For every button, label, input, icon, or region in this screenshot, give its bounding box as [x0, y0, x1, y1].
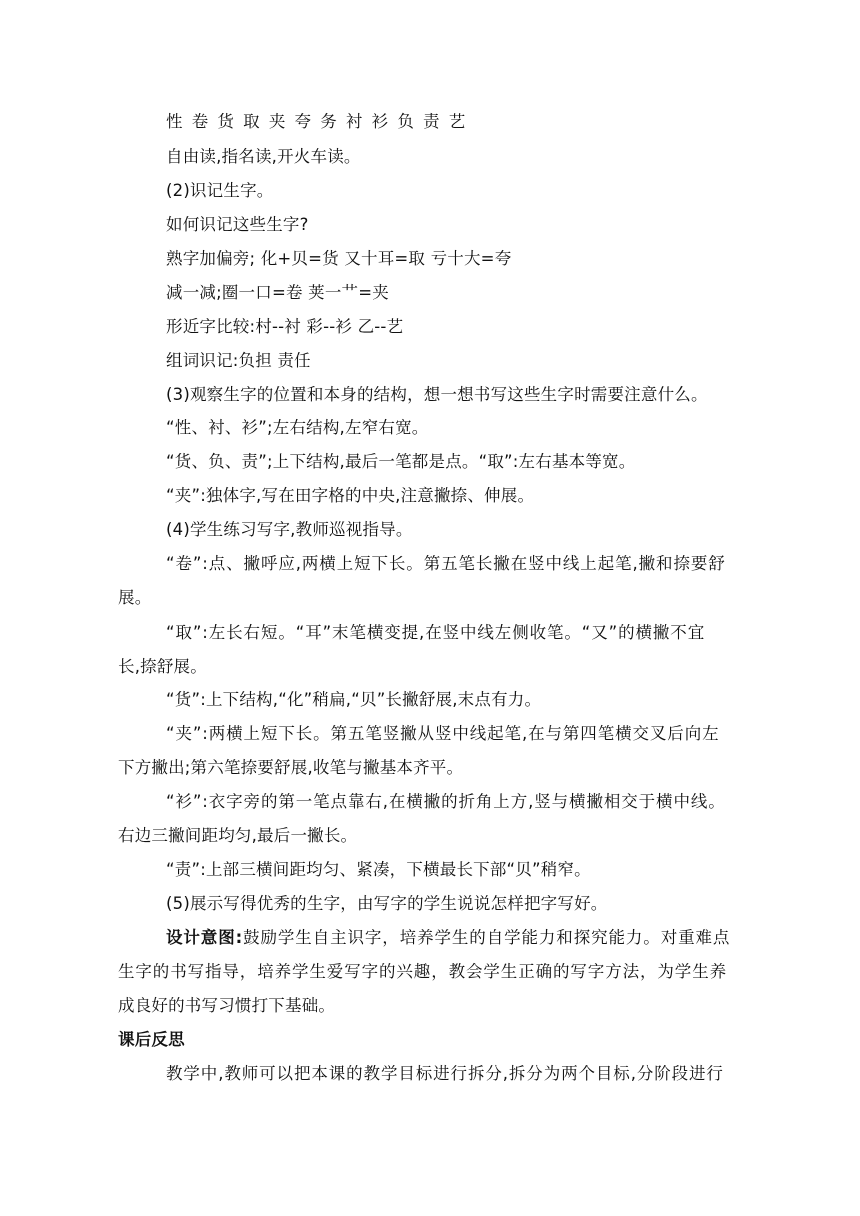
char-item: 夹	[268, 112, 286, 131]
step3-heading: (3)观察生字的位置和本身的结构，想一想书写这些生字时需要注意什么。	[166, 385, 708, 404]
char-item: 衬	[345, 112, 363, 131]
char-item: 责	[423, 112, 440, 131]
guide-shan-line1: “衫”:衣字旁的第一笔点靠右,在横撇的折角上方,竖与横撇相交于横中线。	[166, 792, 726, 811]
step2-question: 如何识记这些生字?	[166, 215, 309, 234]
design-intent-line3: 成良好的书写习惯打下基础。	[118, 996, 336, 1015]
observation-1: “性、衬、衫”;左右结构,左窄右宽。	[166, 418, 429, 437]
observation-3: “夹”:独体字,写在田字格的中央,注意撇捺、伸展。	[166, 486, 535, 505]
char-item: 负	[397, 112, 415, 131]
method-add-radical: 熟字加偏旁; 化+贝=货 又十耳=取 亏十大=夸	[166, 249, 512, 268]
step5-heading: (5)展示写得优秀的生字，由写字的学生说说怎样把字写好。	[166, 894, 608, 913]
char-item: 夸	[294, 112, 312, 131]
guide-qu-line1: “取”:左长右短。“耳”末笔横变提,在竖中线左侧收笔。“又”的横撇不宜	[166, 623, 706, 642]
method-subtract: 减一减;圈一口=卷 荚一艹=夹	[166, 283, 389, 302]
char-item: 货	[217, 112, 235, 131]
new-characters-list	[166, 111, 474, 133]
guide-jia-line1: “夹”:两横上短下长。第五笔竖撇从竖中线起笔,在与第四笔横交叉后向左	[166, 724, 720, 743]
char-item: 取	[243, 112, 260, 131]
guide-ze: “责”:上部三横间距均匀、紧凑，下横最长下部“贝”稍窄。	[166, 860, 591, 879]
design-intent-line2: 生字的书写指导，培养学生爱写字的兴趣，教会学生正确的写字方法，为学生养	[118, 962, 727, 981]
document-page	[118, 0, 738, 1216]
observation-2: “货、负、责”;上下结构,最后一笔都是点。“取”:左右基本等宽。	[166, 452, 636, 471]
method-compare: 形近字比较:村--衬 彩--衫 乙--艺	[166, 317, 404, 336]
step2-heading: (2)识记生字。	[166, 181, 274, 200]
design-intent-line1	[166, 927, 730, 949]
read-method-text: 自由读,指名读,开火车读。	[166, 147, 361, 166]
step4-heading: (4)学生练习写字,教师巡视指导。	[166, 520, 413, 539]
guide-shan-line2: 右边三撇间距均匀,最后一撇长。	[118, 826, 358, 845]
guide-juan-line1: “卷”:点、撇呼应,两横上短下长。第五笔长撇在竖中线上起笔,撇和捺要舒	[166, 554, 726, 573]
guide-huo: “货”:上下结构,“化”稍扁,“贝”长撇舒展,末点有力。	[166, 690, 542, 709]
char-item: 艺	[448, 112, 466, 131]
reflection-line1: 教学中,教师可以把本课的教学目标进行拆分,拆分为两个目标,分阶段进行	[166, 1064, 724, 1083]
guide-juan-line2: 展。	[118, 588, 152, 607]
method-words: 组词识记:负担 责任	[166, 351, 311, 370]
section-heading-reflection: 课后反思	[118, 1030, 185, 1049]
char-item: 卷	[191, 112, 209, 131]
char-item: 务	[320, 112, 337, 131]
char-item: 性	[166, 112, 183, 131]
design-intent-text: 鼓励学生自主识字，培养学生的自学能力和探究能力。对重难点	[243, 928, 731, 947]
design-intent-label: 设计意图:	[166, 928, 244, 947]
guide-qu-line2: 长,捺舒展。	[118, 657, 207, 676]
char-item: 衫	[371, 112, 389, 131]
guide-jia-line2: 下方撇出;第六笔捺要舒展,收笔与撇基本齐平。	[118, 758, 464, 777]
